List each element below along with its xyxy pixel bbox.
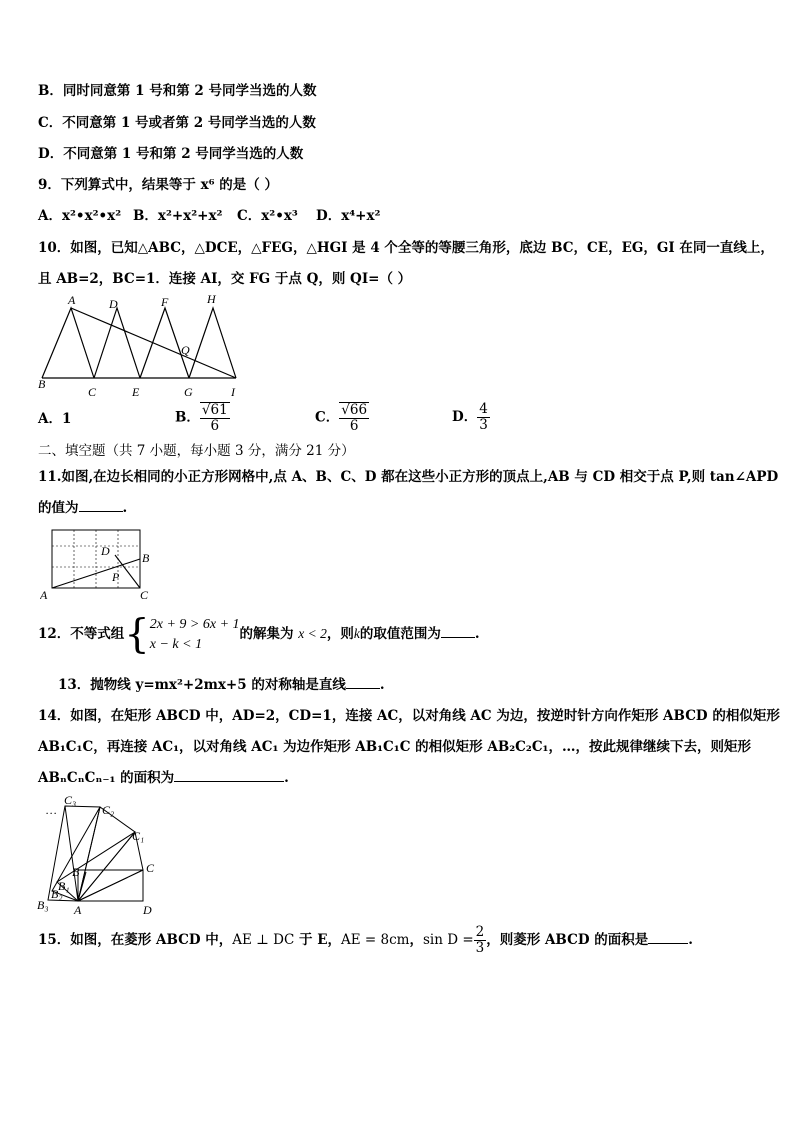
q10-option-c: [315, 402, 369, 434]
q11-label-a: A: [40, 588, 48, 602]
q10-option-d-prefix: D．: [452, 409, 478, 425]
q11-line2-text: 的值为: [38, 500, 79, 516]
q15-period: .: [688, 932, 693, 948]
q14-label-b2: B₂: [51, 887, 63, 901]
q9-option-b: B．x²+x²+x²: [133, 208, 223, 224]
q8-option-d: D．不同意第 1 号和第 2 号同学当选的人数: [38, 146, 304, 162]
q11-line2: [38, 499, 127, 517]
q14-label-c3: C₃: [64, 794, 77, 807]
q10-triangle-dce: [94, 308, 140, 378]
q12-answer-blank: [441, 637, 475, 638]
q14-label-b3: B₃: [37, 898, 49, 912]
q14-line3: [38, 769, 289, 787]
q10-option-d-numerator: 4: [479, 401, 488, 417]
q12-brace: {: [124, 611, 150, 658]
q10-label-h: H: [207, 292, 216, 306]
q12-system: [150, 615, 240, 655]
q14-line1: 14．如图，在矩形 ABCD 中，AD=2，CD=1，连接 AC，以对角线 AC 为边，按逆时针方向作矩形 ABCD 的相似矩形: [38, 708, 780, 724]
q10-label-c: C: [88, 385, 97, 399]
q10-option-c-prefix: C．: [315, 409, 340, 426]
q12: [38, 611, 480, 658]
q8-option-b: B．同时同意第 1 号和第 2 号同学当选的人数: [38, 83, 317, 99]
q14-line3-text: ABₙCₙCₙ₋₁ 的面积为: [38, 770, 175, 786]
q10-label-a: A: [68, 293, 76, 307]
q14-label-a: A: [74, 903, 82, 917]
q10-triangle-abc: [42, 308, 94, 378]
q11-label-p: P: [112, 570, 120, 584]
q10-option-b: [175, 402, 230, 434]
q11-grid-figure: [40, 525, 160, 603]
q10-label-d: D: [109, 297, 118, 311]
q14-label-ellipsis: …: [46, 803, 57, 817]
q10-option-a: A．1: [38, 411, 72, 427]
q10-stem-line1: 10．如图，已知△ABC，△DCE，△FEG，△HGI 是 4 个全等的等腰三角形，底边 BC，CE，EG，GI 在同一直线上，: [38, 240, 774, 256]
q12-period: .: [474, 626, 480, 642]
q11-label-c: C: [140, 588, 149, 602]
q14-period: .: [284, 770, 289, 786]
q10-segment-ai: [71, 308, 236, 378]
q14-label-b1: B₁: [58, 879, 70, 893]
q10-option-c-numerator: √66: [341, 402, 368, 418]
q10-option-d-fraction: [477, 402, 490, 433]
q9-option-c: C．x²•x³: [237, 208, 298, 224]
q12-mid2: ，则: [326, 626, 354, 642]
q15-mid: 于 E，: [294, 932, 342, 948]
q13: [58, 676, 385, 694]
q10-option-b-fraction: [200, 402, 230, 434]
q14-label-d: D: [143, 903, 152, 917]
q11-line2-period: .: [122, 500, 128, 516]
q15-fraction: [474, 925, 487, 956]
q10-figure: [36, 292, 246, 402]
q15-mid2: ，: [409, 932, 423, 948]
q15-condition-length: AE = 8cm: [341, 932, 410, 948]
q14-answer-blank: [174, 781, 284, 782]
q8-option-c: C．不同意第 1 号或者第 2 号同学当选的人数: [38, 115, 316, 131]
q9-option-a: A．x²•x²•x²: [38, 208, 122, 224]
q12-k: k: [353, 626, 360, 641]
q14-label-c1: C₁: [132, 829, 145, 843]
q10-label-g: G: [184, 385, 193, 399]
q12-inequality-2: x − k < 1: [149, 636, 203, 652]
q15: [38, 922, 693, 958]
q10-option-c-denominator: 6: [349, 418, 359, 434]
q15-denominator: 3: [475, 940, 485, 956]
q9-option-d: D．x⁴+x²: [316, 208, 381, 224]
q12-mid: 的解集为: [239, 626, 294, 642]
q15-numerator: 2: [475, 924, 485, 940]
q11-label-d: D: [101, 544, 110, 558]
q14-label-c: C: [146, 861, 155, 875]
q11-answer-blank: [79, 511, 123, 512]
q15-condition-perpendicular: AE ⊥ DC: [232, 932, 295, 948]
q12-prefix: 12．不等式组: [38, 626, 125, 642]
q14-line2: AB₁C₁C，再连接 AC₁，以对角线 AC₁ 为边作矩形 AB₁C₁C 的相似矩形 AB₂C₂C₁，…，按此规律继续下去，则矩形: [38, 739, 751, 755]
q15-answer-blank: [648, 943, 688, 944]
q15-sin-d: sin D =: [422, 932, 474, 948]
q10-option-c-fraction: [339, 402, 369, 434]
q9-stem: 9．下列算式中，结果等于 x⁶ 的是（ ）: [38, 177, 278, 193]
q13-text: 13．抛物线 y=mx²+2mx+5 的对称轴是直线: [58, 677, 346, 693]
q10-option-b-numerator: √61: [201, 402, 228, 418]
q10-label-q: Q: [181, 343, 190, 357]
q11-label-b: B: [142, 551, 150, 565]
q12-inequality-1: 2x + 9 > 6x + 1: [149, 616, 240, 632]
q10-stem-line2: 且 AB=2，BC=1．连接 AI，交 FG 于点 Q，则 QI=（ ）: [38, 271, 412, 287]
q14-label-b: B: [72, 865, 80, 879]
section-2-heading: 二、填空题（共 7 小题，每小题 3 分，满分 21 分）: [38, 443, 355, 459]
q10-label-i: I: [231, 385, 235, 399]
q12-end: 的取值范围为: [359, 626, 441, 642]
q12-condition: x < 2: [298, 626, 327, 641]
q10-label-e: E: [132, 385, 140, 399]
q14-label-c2: C₂: [102, 803, 115, 817]
q10-option-b-prefix: B．: [175, 409, 200, 426]
q14-figure: [34, 794, 169, 918]
q13-answer-blank: [346, 688, 380, 689]
q11-line1: 11.如图,在边长相同的小正方形网格中,点 A、B、C、D 都在这些小正方形的顶点上,AB 与 CD 相交于点 P,则 tan∠APD: [38, 469, 779, 485]
q10-option-b-denominator: 6: [210, 418, 220, 434]
q10-label-b: B: [38, 377, 46, 391]
q15-prefix: 15．如图，在菱形 ABCD 中，: [38, 932, 233, 948]
q10-option-d: [452, 402, 490, 433]
q13-period: .: [379, 677, 385, 693]
q10-option-d-denominator: 3: [479, 417, 488, 433]
q10-label-f: F: [161, 295, 169, 309]
q15-end: ，则菱形 ABCD 的面积是: [486, 932, 649, 948]
